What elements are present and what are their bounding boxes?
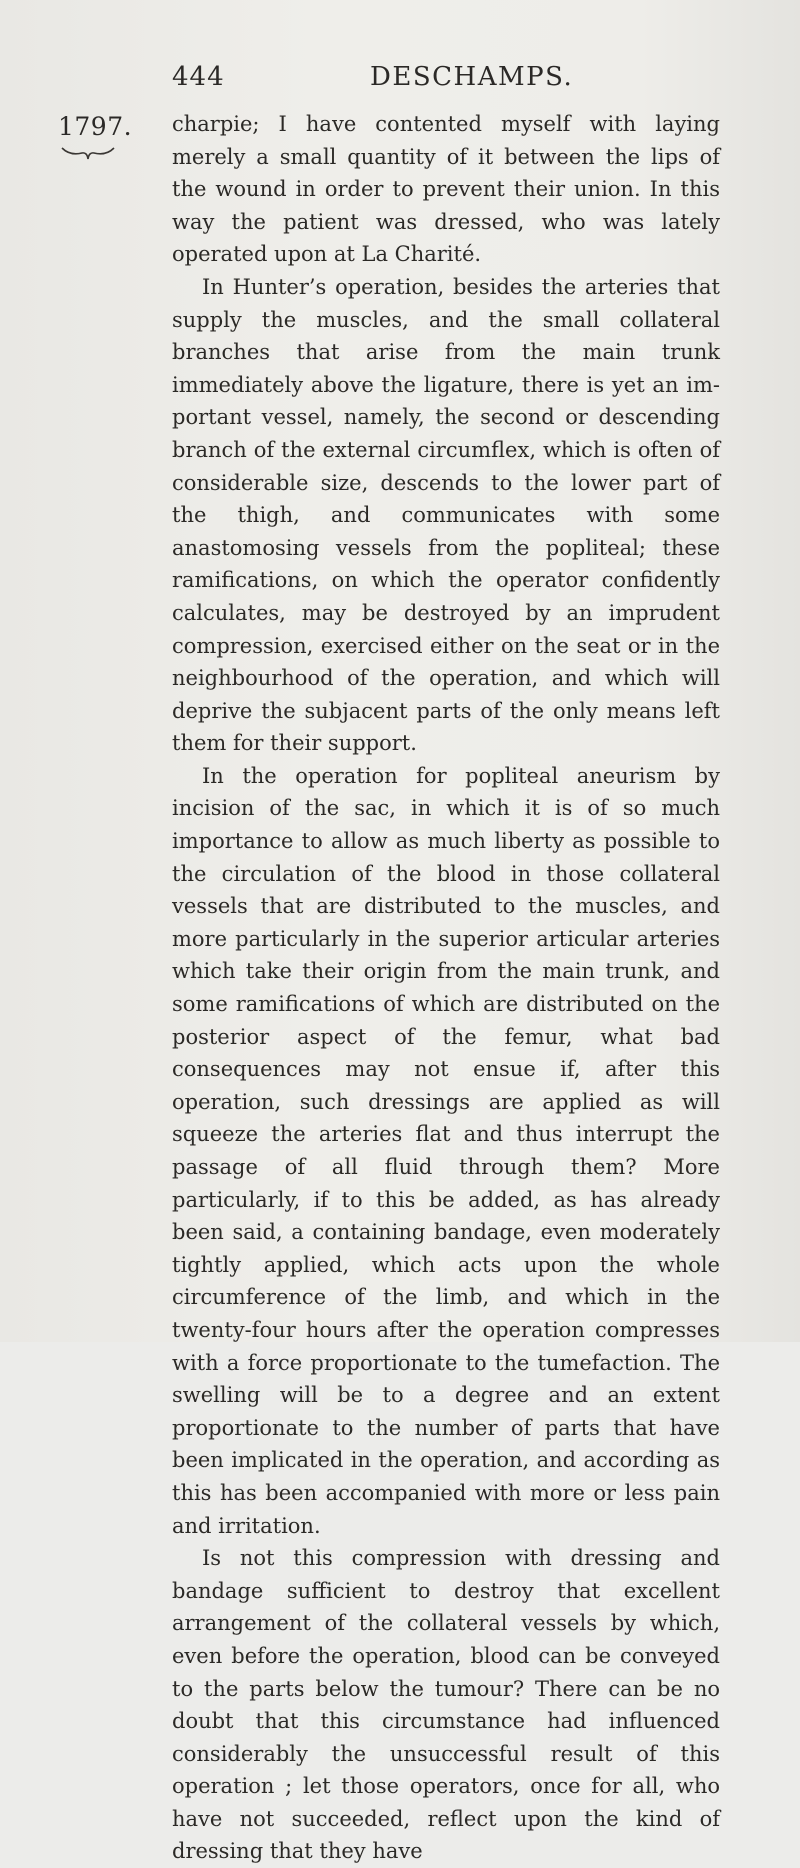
body-text bbox=[172, 108, 720, 1868]
running-head bbox=[0, 62, 800, 102]
paragraph: charpie; I have contented myself with laying merely a small quantity of it between the lips of the wound in order to prevent their union. In this way the patient was dressed, who was lately operated upon at La Charité. bbox=[172, 112, 720, 267]
paragraph: In the operation for popliteal aneurism by incision of the sac, in which it is of so much importance to allow as much liberty as possible to the circulation of the blood in those collateral vessels that are distributed to the muscles, and more particularly in the superior articular arteries which take their origin from the main trunk, and some ramifications of which are distributed on the posterior aspect of the femur, what bad consequences may not ensue if, after this operation, such dressings are applied as will squeeze the arteries flat and thus interrupt the passage of all fluid through them? More particularly, if to this be added, as has already been said, a containing bandage, even moderately tightly applied, which acts upon the whole circumference of the limb, and which in the twenty-four hours after the operation compresses with a force proportionate to the tumefaction. The swelling will be to a degree and an extent proportionate to the number of parts that have been implicated in the operation, and according as this has been accompanied with more or less pain and irritation. bbox=[172, 763, 720, 1538]
margin-brace-icon bbox=[60, 142, 116, 164]
page-number: 444 bbox=[172, 62, 225, 92]
running-title: DESCHAMPS. bbox=[370, 62, 574, 92]
paragraph: In Hunter’s operation, besides the arteries that supply the muscles, and the small collateral branches that arise from the main trunk immediately above the ligature, there is yet an important vessel, namely, the second or descending branch of the external circumflex, which is often of considerable size, descends to the lower part of the thigh, and communicates with some anastomosing vessels from the popliteal; these ramifications, on which the operator confidently calculates, may be destroyed by an imprudent compression, exercised either on the seat or in the neighbourhood of the operation, and which will deprive the subjacent parts of the only means left them for their support. bbox=[172, 274, 720, 756]
margin-year: 1797. bbox=[58, 112, 133, 141]
paragraph: Is not this compression with dressing and bandage sufficient to destroy that excellent arrangement of the collateral vessels by which, even before the operation, blood can be conveyed to the parts below the tumour? There can be no doubt that this circumstance had influenced considerably the unsuccessful result of this operation ; let those operators, once for all, who have not succeeded, reflect upon the kind of dressing that they have bbox=[172, 1546, 720, 1864]
